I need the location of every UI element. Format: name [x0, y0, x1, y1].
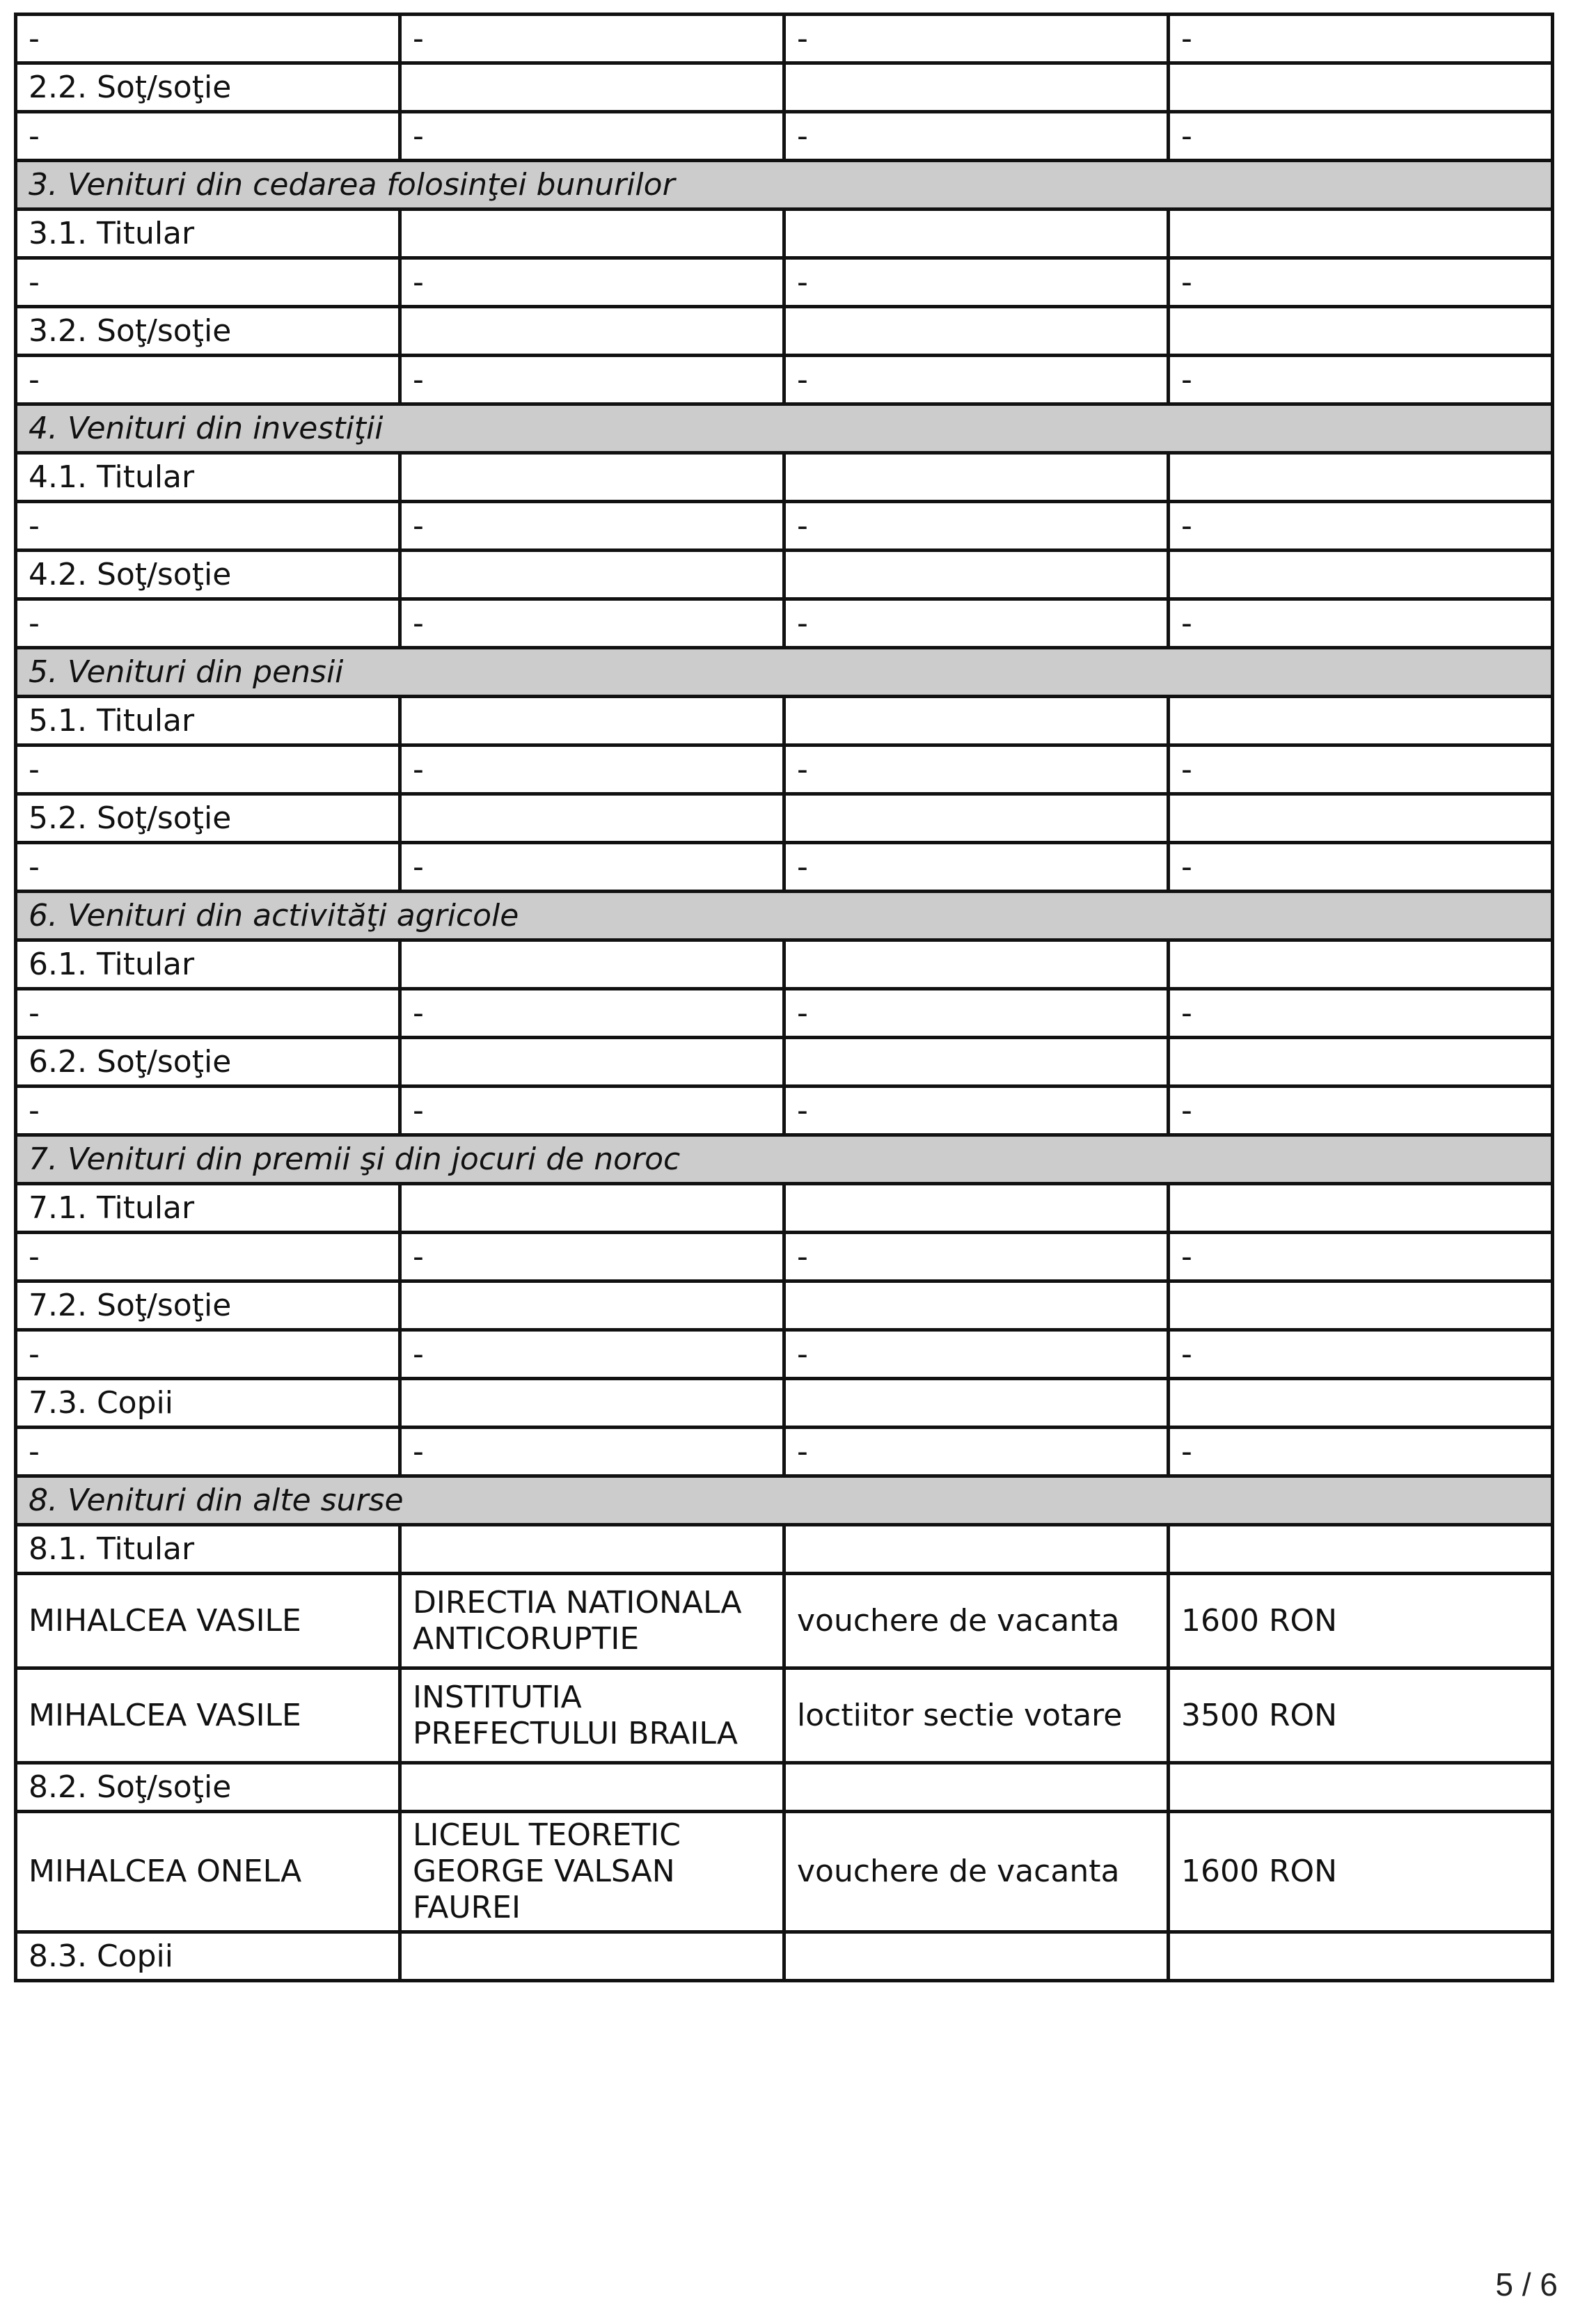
empty-cell	[784, 1763, 1169, 1812]
section-title: 4. Venituri din investiţii	[16, 404, 1553, 453]
amount-cell: -	[1169, 356, 1553, 404]
section-title: 6. Venituri din activităţi agricole	[16, 892, 1553, 940]
service-cell: -	[784, 1428, 1169, 1476]
beneficiary-cell: -	[16, 1428, 400, 1476]
empty-cell	[784, 1525, 1169, 1574]
subsection-row	[16, 1184, 1553, 1233]
source-cell: -	[400, 258, 784, 307]
source-cell: -	[400, 112, 784, 161]
beneficiary-cell: -	[16, 989, 400, 1038]
beneficiary-cell: -	[16, 599, 400, 648]
empty-cell	[1169, 307, 1553, 356]
empty-entry-row	[16, 356, 1553, 404]
service-cell: -	[784, 15, 1169, 63]
beneficiary-cell: MIHALCEA VASILE	[16, 1668, 400, 1763]
subsection-label: 3.2. Soţ/soţie	[16, 307, 400, 356]
empty-entry-row	[16, 1087, 1553, 1135]
empty-entry-row	[16, 599, 1553, 648]
empty-cell	[1169, 697, 1553, 745]
service-cell: -	[784, 112, 1169, 161]
amount-cell: -	[1169, 599, 1553, 648]
amount-cell: -	[1169, 112, 1553, 161]
income-entry-row	[16, 1812, 1553, 1932]
beneficiary-cell: MIHALCEA ONELA	[16, 1812, 400, 1932]
section-title: 5. Venituri din pensii	[16, 648, 1553, 697]
section-header-row	[16, 648, 1553, 697]
empty-cell	[400, 794, 784, 843]
empty-cell	[400, 940, 784, 989]
amount-cell: -	[1169, 989, 1553, 1038]
subsection-row	[16, 1763, 1553, 1812]
section-title: 8. Venituri din alte surse	[16, 1476, 1553, 1525]
service-cell: -	[784, 843, 1169, 892]
empty-cell	[1169, 1379, 1553, 1428]
empty-cell	[400, 551, 784, 599]
empty-cell	[1169, 1184, 1553, 1233]
subsection-row	[16, 794, 1553, 843]
subsection-label: 8.3. Copii	[16, 1932, 400, 1981]
section-header-row	[16, 892, 1553, 940]
service-cell: -	[784, 1087, 1169, 1135]
empty-cell	[784, 1281, 1169, 1330]
beneficiary-cell: -	[16, 1233, 400, 1281]
beneficiary-cell: -	[16, 258, 400, 307]
subsection-label: 3.1. Titular	[16, 210, 400, 258]
subsection-label: 4.1. Titular	[16, 453, 400, 502]
empty-cell	[400, 1184, 784, 1233]
page-number: 5 / 6	[1495, 2266, 1558, 2303]
subsection-row	[16, 551, 1553, 599]
section-title: 3. Venituri din cedarea folosinţei bunurilor	[16, 161, 1553, 210]
subsection-label: 8.1. Titular	[16, 1525, 400, 1574]
subsection-row	[16, 1525, 1553, 1574]
empty-cell	[400, 307, 784, 356]
subsection-label: 4.2. Soţ/soţie	[16, 551, 400, 599]
empty-cell	[1169, 63, 1553, 112]
subsection-row	[16, 940, 1553, 989]
amount-cell: -	[1169, 1428, 1553, 1476]
empty-entry-row	[16, 1330, 1553, 1379]
beneficiary-cell: -	[16, 15, 400, 63]
source-cell: -	[400, 1087, 784, 1135]
empty-entry-row	[16, 502, 1553, 551]
amount-cell: -	[1169, 258, 1553, 307]
amount-cell: -	[1169, 502, 1553, 551]
subsection-row	[16, 1038, 1553, 1087]
service-cell: -	[784, 258, 1169, 307]
empty-cell	[784, 1932, 1169, 1981]
amount-cell: -	[1169, 1087, 1553, 1135]
beneficiary-cell: -	[16, 843, 400, 892]
empty-cell	[400, 210, 784, 258]
service-cell: -	[784, 989, 1169, 1038]
subsection-label: 6.1. Titular	[16, 940, 400, 989]
section-header-row	[16, 1135, 1553, 1184]
subsection-label: 7.3. Copii	[16, 1379, 400, 1428]
empty-cell	[1169, 794, 1553, 843]
source-cell: -	[400, 745, 784, 794]
source-cell: -	[400, 843, 784, 892]
amount-cell: -	[1169, 843, 1553, 892]
empty-cell	[1169, 1038, 1553, 1087]
section-header-row	[16, 1476, 1553, 1525]
beneficiary-cell: -	[16, 745, 400, 794]
empty-entry-row	[16, 745, 1553, 794]
source-cell: -	[400, 15, 784, 63]
empty-cell	[400, 1763, 784, 1812]
empty-cell	[400, 1038, 784, 1087]
section-header-row	[16, 161, 1553, 210]
beneficiary-cell: -	[16, 112, 400, 161]
service-cell: -	[784, 599, 1169, 648]
service-cell: vouchere de vacanta	[784, 1812, 1169, 1932]
source-cell: -	[400, 502, 784, 551]
amount-cell: -	[1169, 15, 1553, 63]
subsection-label: 7.2. Soţ/soţie	[16, 1281, 400, 1330]
empty-cell	[400, 63, 784, 112]
empty-cell	[784, 940, 1169, 989]
empty-cell	[400, 1932, 784, 1981]
section-title: 7. Venituri din premii şi din jocuri de noroc	[16, 1135, 1553, 1184]
service-cell: loctiitor sectie votare	[784, 1668, 1169, 1763]
service-cell: -	[784, 502, 1169, 551]
income-entry-row	[16, 1574, 1553, 1668]
empty-cell	[784, 794, 1169, 843]
service-cell: vouchere de vacanta	[784, 1574, 1169, 1668]
empty-entry-row	[16, 1233, 1553, 1281]
subsection-label: 6.2. Soţ/soţie	[16, 1038, 400, 1087]
source-cell: -	[400, 599, 784, 648]
empty-cell	[400, 1379, 784, 1428]
service-cell: -	[784, 1233, 1169, 1281]
subsection-label: 5.1. Titular	[16, 697, 400, 745]
amount-cell: -	[1169, 745, 1553, 794]
source-cell: LICEUL TEORETIC GEORGE VALSAN FAUREI	[400, 1812, 784, 1932]
empty-cell	[784, 1038, 1169, 1087]
subsection-row	[16, 1379, 1553, 1428]
empty-cell	[784, 453, 1169, 502]
subsection-row	[16, 1932, 1553, 1981]
empty-cell	[784, 1379, 1169, 1428]
subsection-label: 7.1. Titular	[16, 1184, 400, 1233]
empty-cell	[1169, 210, 1553, 258]
empty-entry-row	[16, 989, 1553, 1038]
service-cell: -	[784, 1330, 1169, 1379]
subsection-row	[16, 210, 1553, 258]
service-cell: -	[784, 745, 1169, 794]
subsection-row	[16, 307, 1553, 356]
beneficiary-cell: -	[16, 1087, 400, 1135]
service-cell: -	[784, 356, 1169, 404]
subsection-row	[16, 1281, 1553, 1330]
empty-cell	[1169, 1763, 1553, 1812]
empty-cell	[784, 63, 1169, 112]
amount-cell: 3500 RON	[1169, 1668, 1553, 1763]
subsection-row	[16, 697, 1553, 745]
empty-cell	[784, 1184, 1169, 1233]
empty-cell	[400, 1525, 784, 1574]
source-cell: INSTITUTIA PREFECTULUI BRAILA	[400, 1668, 784, 1763]
source-cell: -	[400, 356, 784, 404]
source-cell: -	[400, 1428, 784, 1476]
amount-cell: 1600 RON	[1169, 1574, 1553, 1668]
empty-entry-row	[16, 15, 1553, 63]
empty-entry-row	[16, 843, 1553, 892]
beneficiary-cell: -	[16, 502, 400, 551]
subsection-label: 8.2. Soţ/soţie	[16, 1763, 400, 1812]
amount-cell: -	[1169, 1330, 1553, 1379]
source-cell: -	[400, 1330, 784, 1379]
empty-cell	[400, 697, 784, 745]
empty-cell	[400, 453, 784, 502]
empty-entry-row	[16, 258, 1553, 307]
beneficiary-cell: -	[16, 356, 400, 404]
empty-cell	[784, 210, 1169, 258]
amount-cell: -	[1169, 1233, 1553, 1281]
empty-cell	[784, 307, 1169, 356]
empty-cell	[400, 1281, 784, 1330]
beneficiary-cell: -	[16, 1330, 400, 1379]
subsection-label: 2.2. Soţ/soţie	[16, 63, 400, 112]
section-header-row	[16, 404, 1553, 453]
empty-cell	[1169, 1281, 1553, 1330]
source-cell: DIRECTIA NATIONALA ANTICORUPTIE	[400, 1574, 784, 1668]
empty-entry-row	[16, 1428, 1553, 1476]
empty-entry-row	[16, 112, 1553, 161]
subsection-row	[16, 63, 1553, 112]
empty-cell	[784, 697, 1169, 745]
amount-cell: 1600 RON	[1169, 1812, 1553, 1932]
beneficiary-cell: MIHALCEA VASILE	[16, 1574, 400, 1668]
empty-cell	[1169, 1525, 1553, 1574]
income-declaration-table	[14, 13, 1554, 1982]
empty-cell	[1169, 940, 1553, 989]
subsection-row	[16, 453, 1553, 502]
subsection-label: 5.2. Soţ/soţie	[16, 794, 400, 843]
empty-cell	[784, 551, 1169, 599]
empty-cell	[1169, 551, 1553, 599]
empty-cell	[1169, 1932, 1553, 1981]
source-cell: -	[400, 1233, 784, 1281]
source-cell: -	[400, 989, 784, 1038]
empty-cell	[1169, 453, 1553, 502]
income-entry-row	[16, 1668, 1553, 1763]
